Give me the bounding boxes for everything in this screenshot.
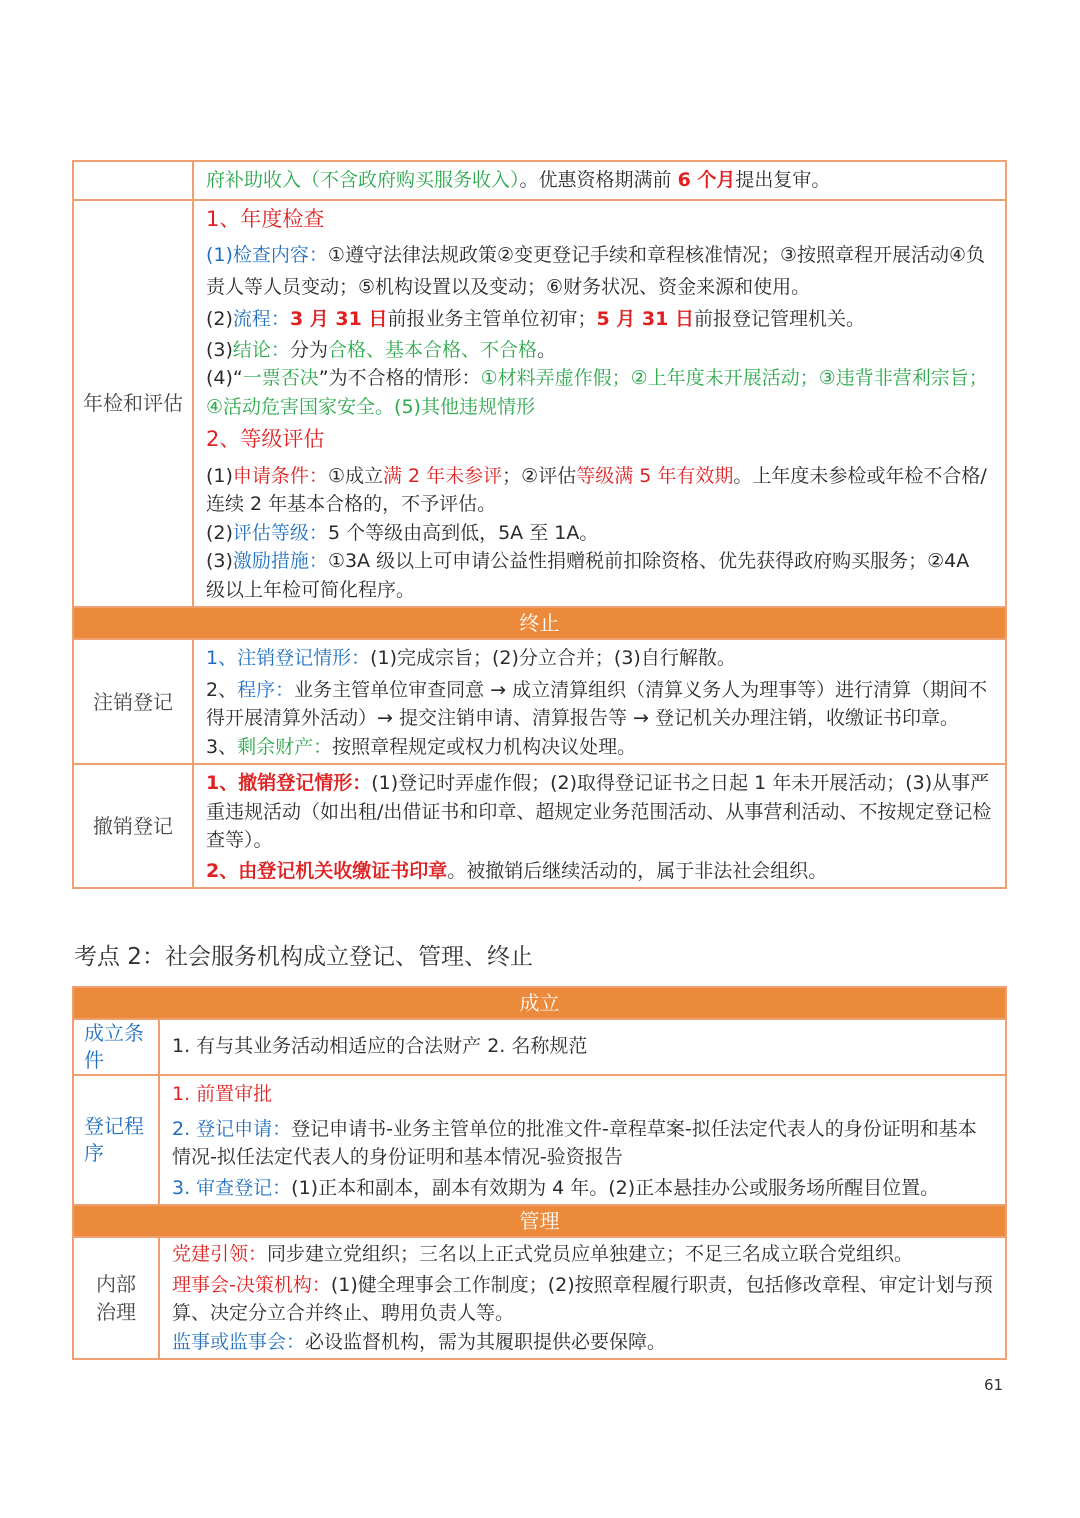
table-row-annual-inspection [74,201,1005,609]
section-band-termination: 终止 [74,608,1005,638]
text: (2) [206,308,233,330]
text: ；②评估 [502,464,577,487]
text: 提出复审。 [735,169,831,191]
text: (3) [206,338,233,361]
text-red: 党建引领： [172,1243,268,1265]
text: 必设监督机构，需为其履职提供必要保障。 [305,1330,667,1353]
text: 5 个等级由高到低，5A 至 1A。 [327,521,599,544]
table-social-service-agency [72,986,1007,1360]
page-number: 61 [984,1376,1004,1394]
row-label: 年检和评估 [74,201,194,607]
table-row-registration [74,1076,1005,1206]
text-blue: 流程： [232,308,290,330]
table-row-governance [74,1236,1005,1358]
text: ①成立 [327,464,383,487]
row-label: 撤销登记 [74,765,194,887]
text: 前报业务主管单位初审； [387,308,597,330]
text: ①3A 级以上可申请公益性捐赠税前扣除资格、优先获得政府购买服务；②4A 级以上年检可简化程序。 [206,550,970,601]
text: (2) [206,521,233,544]
text-red: 5 月 31 日 [596,308,694,330]
table-row-revocation [74,765,1005,887]
text: 2、 [206,678,238,701]
section-title: 考点 2：社会服务机构成立登记、管理、终止 [74,944,533,970]
text-blue: 2. 登记申请： [172,1117,292,1140]
text: 。 [536,338,556,361]
text-green: 剩余财产： [237,735,333,758]
text: 业务主管单位审查同意 → 成立清算组织（清算义务人为理事等）进行清算（期间不得开展清算外活动）→ 提交注销申请、清算报告等 → 登记机关办理注销，收缴证书印章。 [206,678,988,729]
text-green: 一票否决 [242,367,319,389]
text: 登记申请书-业务主管单位的批准文件-章程草案-拟任法定代表人的身份证明和基本情况-拟任法定代表人的身份证明和基本情况-验资报告 [172,1117,977,1168]
text: 。优惠资格期满前 [519,169,678,191]
row-content [194,640,1005,763]
text: (3) [206,550,233,572]
text-red: 理事会-决策机构： [172,1273,331,1296]
text: 1. 有与其业务活动相适应的合法财产 2. 名称规范 [172,1035,588,1057]
text: (1)正本和副本，副本有效期为 4 年。(2)正本悬挂办公或服务场所醒目位置。 [291,1176,940,1199]
text-blue: 激励措施： [232,550,328,572]
row-content [160,1238,1005,1358]
text-blue: (1)检查内容： [206,244,328,266]
row-label: 注销登记 [74,640,194,763]
text: ①遵守法律法规政策②变更登记手续和章程核准情况；③按照章程开展活动④负责人等人员变动；⑤机构设置以及变动；⑥财务状况、资金来源和使用。 [206,244,986,298]
text: 。被撤销后继续活动的，属于非法社会组织。 [447,859,828,882]
row-content [194,201,1005,607]
text: 按照章程规定或权力机构决议处理。 [332,735,637,758]
text-blue: 监事或监事会： [172,1330,306,1353]
text: 3、 [206,735,238,758]
text: 前报登记管理机关。 [693,308,865,330]
text-red: 3 月 31 日 [289,308,388,330]
row-content [194,765,1005,887]
text-blue: 1、注销登记情形： [206,647,371,669]
text: (1)完成宗旨；(2)分立合并；(3)自行解散。 [370,647,736,669]
text: 同步建立党组织；三名以上正式党员应单独建立；不足三名成立联合党组织。 [267,1243,914,1265]
row-label [74,162,194,199]
row-content [194,162,1005,199]
text-red: 1. 前置审批 [172,1083,273,1105]
section-band-management: 管理 [74,1206,1005,1236]
section-heading: 2、等级评估 [206,427,325,451]
row-label: 登记程序 [74,1076,160,1204]
text-red: 申请条件： [232,464,328,487]
text-green: 合格、基本合格、不合格 [327,338,537,361]
section-heading: 1、年度检查 [206,206,325,231]
text: ”为不合格的情形： [318,367,481,389]
row-label: 内部治理 [74,1238,160,1358]
text: 分为 [289,338,328,361]
text-blue: 程序： [237,678,295,701]
text-red: 等级满 5 年有效期 [576,464,734,487]
text-green: ①材料弄虚作假；②上年度未开展活动；③违背非营利宗旨；④活动危害国家安全。(5)其他违规情形 [206,367,988,418]
text: (4)“ [206,367,243,389]
text-red: 6 个月 [677,169,736,191]
section-band-establish: 成立 [74,988,1005,1018]
table-row-conditions [74,1018,1005,1076]
text-red: 1、撤销登记情形： [206,772,372,794]
row-label: 成立条件 [74,1020,160,1074]
text: (1)健全理事会工作制度；(2)按照章程履行职责，包括修改章程、审定计划与预算、决定分立合并终止、聘用负责人等。 [172,1273,993,1324]
text-blue: 3. 审查登记： [172,1176,292,1199]
text: 。上年度未参检或年检不合格/连续 2 年基本合格的，不予评估。 [206,464,987,515]
table-social-organization [72,160,1007,889]
text: (1)登记时弄虚作假；(2)取得登记证书之日起 1 年未开展活动；(3)从事严重违规活动（如出租/出借证书和印章、超规定业务范围活动、从事营利活动、不按规定登记检查等）。 [206,772,992,851]
text: (1) [206,464,233,487]
table-row-deregistration [74,638,1005,765]
text-red: 满 2 年未参评 [382,464,503,487]
text-blue: 评估等级： [232,521,328,544]
row-content [160,1020,1005,1074]
text-green: 府补助收入（不含政府购买服务收入） [206,169,520,191]
text-red: 2、由登记机关收缴证书印章 [206,859,448,882]
table-row [74,162,1005,201]
text-green: 结论： [232,338,290,361]
row-content [160,1076,1005,1204]
